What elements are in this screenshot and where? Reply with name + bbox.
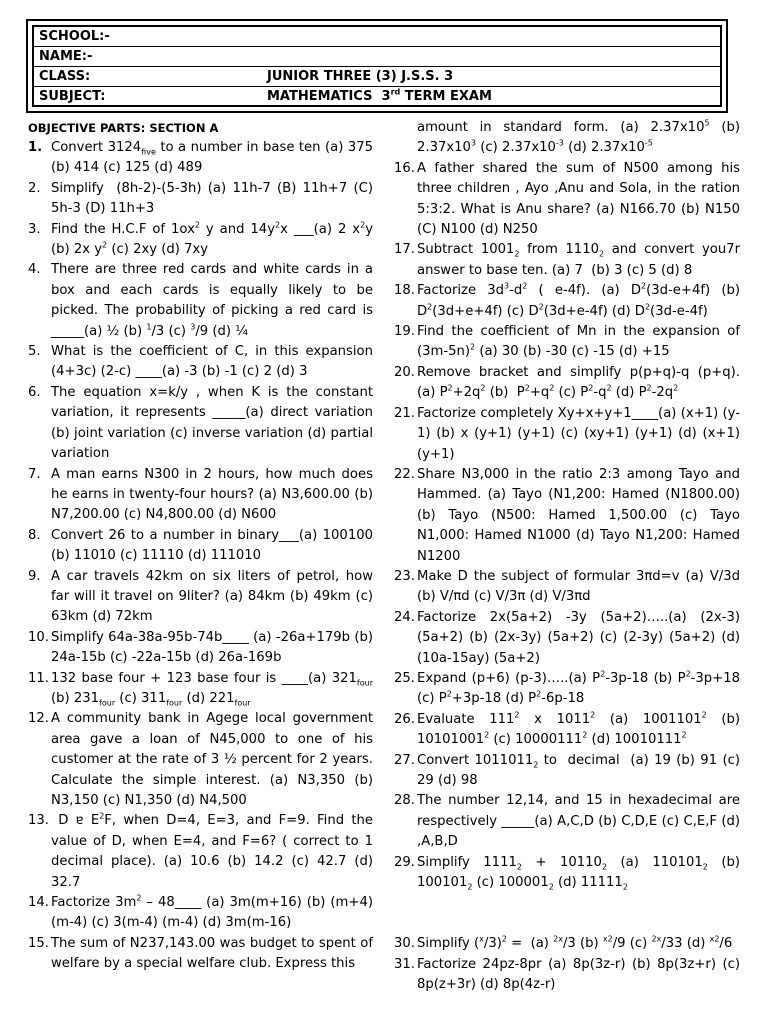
question-item [394, 751, 740, 792]
header-inner-box [32, 25, 722, 107]
question-item [28, 383, 373, 465]
question-number: 4. [28, 262, 41, 278]
question-item [28, 709, 373, 811]
subject-label: SUBJECT: [39, 89, 106, 104]
question-number: 20. [394, 364, 415, 380]
question-text: Make D the subject of formular 3πd=v (a) V/3d (b) V/πd (c) V/3π (d) V/3πd [417, 568, 740, 605]
question-gap [394, 893, 740, 934]
question-text: Simplify 64a-38a-95b-74b____ (a) -26a+179b (b) 24a-15b (c) -22a-15b (d) 26a-169b [51, 629, 373, 666]
question-text: The equation x=k/y , when K is the constant variation, it represents _____(a) direct variation (b) joint variation (c) inverse variation (d) partial variation [51, 384, 373, 462]
question-item [394, 669, 740, 710]
school-label: SCHOOL:- [39, 29, 110, 44]
question-text: A community bank in Agege local government area gave a loan of N45,000 to one of his customer at the rate of 3 ½ percent for 2 years. Calculate the simple interest. (a) N3,350 (b) N3,150 (c) N1,350 (d) N4,500 [51, 711, 373, 808]
question-number: 15. [28, 935, 49, 951]
question-number: 21. [394, 405, 415, 421]
question-text: 132 base four + 123 base four is ____(a) $321_{four}$ (b) $231_{four}$ (c) $311_{four}$ (d) $221_{four}$ [51, 670, 373, 708]
section-title: OBJECTIVE PARTS: SECTION A [28, 121, 219, 135]
question-number: 27. [394, 752, 415, 768]
question-item [28, 465, 373, 526]
question-text: Simplify (8h-2)-(5-3h) (a) 11h-7 (B) 11h+7 (C) 5h-3 (D) 11h+3 [51, 180, 373, 217]
question-item [28, 811, 373, 893]
question-text: Simplify $1111_2 + 10110_2$ (a) $110101_2$ (b) $100101_2$ (c) $100001_2$ (d) $11111_2$ [417, 854, 740, 892]
header-row-name [34, 47, 720, 67]
question-number: 5. [28, 344, 41, 360]
subject-value: MATHEMATICS 3rd TERM EXAM [267, 87, 492, 104]
header-row-subject [34, 87, 720, 107]
question-number: 28. [394, 793, 415, 809]
question-text: Simplify $(^x/3)^2 = (a)$ $^{2x}$/3 (b) $^{x2}$/9 (c) $^{2x}$/33 (d) $^{x2}$/6 [417, 935, 733, 952]
question-item [28, 526, 373, 567]
question-text: The number 12,14, and 15 in hexadecimal are respectively _____(a) A,C,D (b) C,D,E (c) C,E,F (d) ,A,B,D [417, 793, 740, 850]
question-item [394, 955, 740, 996]
question-text: Remove bracket and simplify p(p+q)-q (p+q). (a) $P^2+2q^2$ (b) $P^2+q^2$ (c) $P^2-q^2$ (d) $P^2-2q^2$ [417, 364, 740, 401]
question-item [394, 363, 740, 404]
question-item [394, 240, 740, 281]
question-number: 1. [28, 140, 43, 155]
left-column [28, 118, 373, 975]
question-text: Factorize completely Xy+x+y+1____(a) (x+1) (y-1) (b) x (y+1) (y+1) (c) (xy+1) (y+1) (d) (x+1) (y+1) [417, 405, 740, 462]
header-box [26, 19, 728, 113]
question-number: 26. [394, 711, 415, 727]
question-number: 2. [28, 180, 41, 196]
question-number: 23. [394, 568, 415, 584]
question-number: 9. [28, 568, 41, 584]
question-number: 18. [394, 283, 415, 299]
class-label: CLASS: [39, 69, 91, 84]
question-text: Convert $3124_{five}$ to a number in base ten (a) 375 (b) 414 (c) 125 (d) 489 [51, 140, 373, 176]
question-text: What is the coefficient of C, in this expansion (4+3c) (2-c) ____(a) -3 (b) -1 (c) 2 (d) 3 [51, 344, 373, 380]
question-item [394, 567, 740, 608]
question-number: 12. [28, 711, 49, 727]
question-text: Find the H.C.F of $1ox^2$ y and $14y^2x$ ___(a) 2 $x^2y$ (b) 2x $y^2$ (c) 2xy (d) 7xy [51, 220, 374, 258]
question-text: Evaluate $111^2$ x 1011$^2$ (a) 1001101$^2$ (b) 10101001$^2$ (c) 10000111$^2$ (d) 10010111$^2$ [417, 710, 741, 748]
question-number: 16. [394, 160, 415, 176]
question-item [394, 853, 740, 894]
question-number: 14. [28, 895, 49, 911]
question-text: Subtract $1001_2$ from $1110_2$ and convert you7r answer to base ten. (a) 7 (b) 3 (c) 5 (d) 8 [417, 242, 740, 278]
question-item [394, 322, 740, 363]
question-number: 11. [28, 670, 49, 686]
question-item [394, 159, 740, 241]
question-text: A man earns N300 in 2 hours, how much does he earns in twenty-four hours? (a) N3,600.00 (b) N7,200.00 (c) N4,800.00 (d) N600 [51, 466, 373, 523]
question-item [28, 260, 373, 342]
question-number: 7. [28, 466, 41, 482]
question-text: Factorize 2x(5a+2) -3y (5a+2)…..(a) (2x-3) (5a+2) (b) (2x-3y) (5a+2) (c) (2-3y) (5a+2) (d) (10a-15ay) (5a+2) [417, 609, 740, 666]
question-number: 3. [28, 221, 41, 237]
question-item [394, 404, 740, 465]
header-row-class [34, 67, 720, 87]
question-text: Convert $1011011_2$ to decimal (a) 19 (b) 91 (c) 29 (d) 98 [417, 752, 740, 788]
question-text: Factorize $3m^2$ – 48____ (a) 3m(m+16) (b) (m+4) (m-4) (c) 3(m-4) (m-4) (d) 3m(m-16) [51, 893, 373, 931]
question-item [394, 281, 740, 322]
question-number: 24. [394, 609, 415, 625]
question-number: 13. [28, 813, 49, 829]
question-15-continuation: amount in standard form. (a) $2.37x10^5$ (b) $2.37x10^3$ (c) $2.37x10^{-3}$ (d) $2.37x10^{-5}$ [417, 118, 740, 156]
question-item [28, 138, 373, 179]
question-item [394, 791, 740, 852]
question-text: Factorize 24pz-8pr (a) 8p(3z-r) (b) 8p(3z+r) (c) 8p(z+3r) (d) 8p(4z-r) [417, 956, 740, 993]
question-item [394, 608, 740, 669]
question-number: 22. [394, 466, 415, 482]
right-column [394, 118, 740, 996]
question-item [28, 669, 373, 710]
question-text: Share N3,000 in the ratio 2:3 among Tayo and Hammed. (a) Tayo (N1,200: Hamed (N1800.00) (b) Tayo (N500: Hamed 1,500.00 (c) Tayo N1,000: Hamed N1000 (d) Tayo N1,200: Hamed N1200 [417, 466, 740, 564]
question-item [28, 220, 373, 261]
question-item [28, 893, 373, 934]
question-number: 25. [394, 670, 415, 686]
question-number: 31. [394, 956, 415, 972]
question-number: 6. [28, 384, 41, 400]
question-number: 29. [394, 854, 415, 870]
question-number: 17. [394, 242, 415, 258]
question-number: 10. [28, 629, 49, 645]
question-item [28, 628, 373, 669]
question-text: A car travels 42km on six liters of petrol, how far will it travel on 9liter? (a) 84km (b) 49km (c) 63km (d) 72km [51, 568, 373, 625]
header-row-school [34, 27, 720, 47]
question-item [28, 934, 373, 975]
question-item [394, 465, 740, 567]
question-text: Factorize $3d^3-d^2$ ( e-4f). (a) $D^2(3d-e+4f)$ (b) $D^2(3d+e+4f)$ (c) $D^2(3d+e-4f)$ (d) $D^2(3d-e-4f)$ [417, 281, 740, 319]
name-label: NAME:- [39, 49, 93, 64]
question-text: D ɐ $E^2F$, when D=4, E=3, and F=9. Find the value of D, when E=4, and F=6? ( correct to 1 decimal place). (a) 10.6 (b) 14.2 (c) 42.7 (d) 32.7 [51, 812, 373, 890]
question-item [28, 179, 373, 220]
question-item [28, 342, 373, 383]
question-number: 30. [394, 936, 415, 952]
question-number: 19. [394, 324, 415, 340]
question-text: A father shared the sum of N500 among his three children , Ayo ,Anu and Sola, in the ration 5:3:2. What is Anu share? (a) N166.70 (b) N150 (C) N100 (d) N250 [417, 160, 740, 238]
question-text: Convert 26 to a number in binary___(a) 100100 (b) 11010 (c) 11110 (d) 111010 [51, 527, 373, 564]
class-value: JUNIOR THREE (3) J.S.S. 3 [267, 69, 454, 84]
question-text: Expand (p+6) (p-3)…..(a) $P^2-3p-18$ (b) $P^2-3p+18$ (c) $P^2+3p-18$ (d) $P^2-6p-18$ [417, 669, 741, 707]
question-item [28, 567, 373, 628]
question-item [394, 934, 740, 954]
question-text: The sum of N237,143.00 was budget to spent of welfare by a special welfare club. Express this [51, 935, 373, 972]
question-item [394, 710, 740, 751]
question-text: There are three red cards and white cards in a box and each cards is equally likely to be picked. The probability of picking a red card is _____(a) ½ (b) $^1$/3 (c) $^3$/9 (d) ¼ [51, 262, 373, 339]
question-number: 8. [28, 527, 41, 543]
question-text: Find the coefficient of Mn in the expansion of $(3m-5n)^2$ (a) 30 (b) -30 (c) -15 (d) +15 [417, 324, 740, 360]
